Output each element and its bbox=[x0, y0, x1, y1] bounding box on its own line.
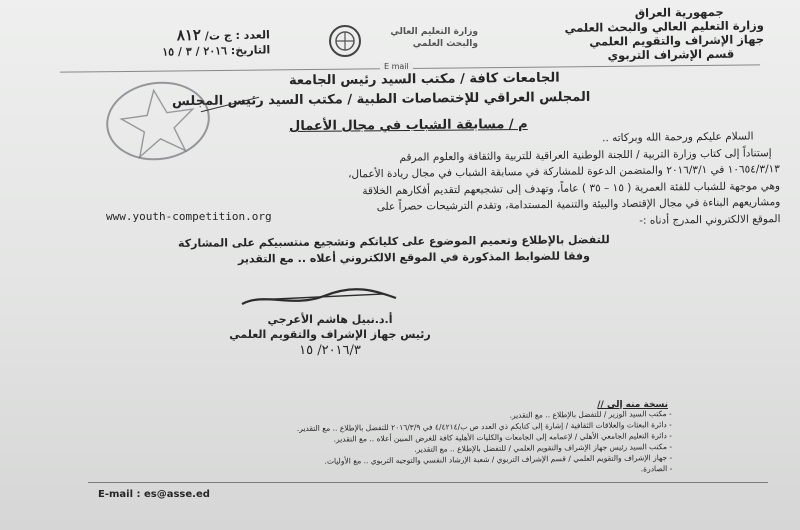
header-line-4: قسم الإشراف التربوي bbox=[607, 46, 735, 63]
copies-heading: نسخة منه إلى // bbox=[597, 400, 668, 410]
greeting: السلام عليكم ورحمة الله وبركاته .. bbox=[602, 130, 754, 145]
footer-email-label: E-mail : bbox=[98, 489, 141, 500]
closing-line-1: للتفضل بالإطلاع وتعميم الموضوع على كلياتكم وتشجيع منتسبيكم على المشاركة bbox=[178, 233, 611, 250]
emblem-icon bbox=[328, 24, 362, 58]
copy-line-4: - مكتب السيد رئيس جهاز الإشراف والتقويم العلمي / للتفضل بالإطلاع .. مع التقدير. bbox=[414, 442, 673, 454]
closing-line-2: وفقا للضوابط المذكورة في الموقع الالكتروني أعلاه .. مع التقدير bbox=[238, 249, 591, 266]
body-line-3: وهي موجهة للشباب للفئة العمرية ( ١٥ – ٣٥ ) عاماً، وتهدف إلى تشجيعهم لتقديم أفكارهم الخلاقة bbox=[362, 179, 781, 197]
header-line-3: جهاز الإشراف والتقويم العلمي bbox=[589, 32, 765, 49]
signature-scribble-icon bbox=[234, 282, 404, 312]
document-reference bbox=[110, 26, 271, 60]
website-link[interactable]: www.youth-competition.org bbox=[106, 210, 272, 223]
body-line-5: الموقع الالكتروني المدرج أدناه :- bbox=[639, 212, 781, 227]
footer-email-value[interactable]: es@asse.ed bbox=[143, 489, 210, 500]
signatory-name: أ.د.نبيل هاشم الأعرجي bbox=[267, 313, 393, 326]
recipient-line-2: المجلس العراقي للإختصاصات الطبية / مكتب السيد رئيس المجلس bbox=[171, 89, 591, 110]
header-line-2: وزارة التعليم العالي والبحث العلمي bbox=[564, 18, 764, 35]
email-tag: E mail bbox=[380, 62, 413, 71]
ministry-header bbox=[504, 4, 765, 64]
body-line-1: إستناداً إلى كتاب وزارة التربية / اللجنة الوطنية العراقية للتربية والثقافة والعلوم المرقم bbox=[399, 146, 772, 164]
signatory-block bbox=[210, 312, 450, 359]
logo-text-line-1: وزارة التعليم العالي bbox=[390, 27, 478, 37]
copy-line-5: - جهاز الإشراف والتقويم العلمي / قسم الإشراف التربوي / شعبة الإرشاد النفسي والتوجيه التربوي .. مع الأوليات. bbox=[324, 453, 673, 466]
body-line-2: ١٠٦٥٤/٣/١٣ في ٢٠١٦/٣/١ والمتضمن الدعوة للمشاركة في مسابقة الشباب في مجال ريادة الأعمال، bbox=[348, 163, 780, 181]
copy-line-6: - الصادرة. bbox=[640, 464, 673, 474]
copy-line-3: - دائرة التعليم الجامعي الأهلي / لإعمامه إلى الجامعات والكليات الأهلية كافة للغرض المبين أعلاه .. مع التقدير. bbox=[333, 431, 672, 444]
signature bbox=[234, 282, 404, 312]
date-label: التاريخ: bbox=[230, 43, 271, 58]
footer-email bbox=[98, 489, 210, 500]
signatory-title: رئيس جهاز الإشراف والتقويم العلمي bbox=[229, 328, 431, 341]
recipient-line-1: الجامعات كافة / مكتب السيد رئيس الجامعة bbox=[289, 70, 561, 89]
date-value: ٢٠١٦ / ٣ / ١٥ bbox=[162, 44, 228, 59]
body-line-4: ومشاريعهم البناءة في مجال الإقتصاد والبيئة والتنمية المستدامة، وتقدم الترشيحات حصراً على bbox=[376, 196, 781, 214]
logo-text-line-2: والبحث العلمي bbox=[412, 39, 478, 49]
subject-line: م / مسابقة الشباب في مجال الأعمال bbox=[289, 116, 529, 135]
copy-line-2: - دائرة البعثات والعلاقات الثقافية / إشارة إلى كتابكم ذي العدد ص ب/٤/٤٢١٤ في ٢٠١٦/٣/٩ للتفضل بالإطلاع .. مع التقدير. bbox=[296, 420, 672, 433]
ref-label: العدد : ج ت/ bbox=[204, 28, 270, 43]
header-line-1: جمهورية العراق bbox=[634, 4, 724, 20]
copies-list bbox=[112, 408, 673, 480]
signatory-date: ٢٠١٦/٣/ ١٥ bbox=[299, 343, 361, 358]
footer-rule bbox=[88, 482, 768, 483]
ministry-logo bbox=[328, 22, 478, 62]
copy-line-1: - مكتب السيد الوزير / للتفضل بالإطلاع .. مع التقدير. bbox=[509, 409, 672, 420]
ref-number: ٨١٢ bbox=[176, 25, 202, 45]
